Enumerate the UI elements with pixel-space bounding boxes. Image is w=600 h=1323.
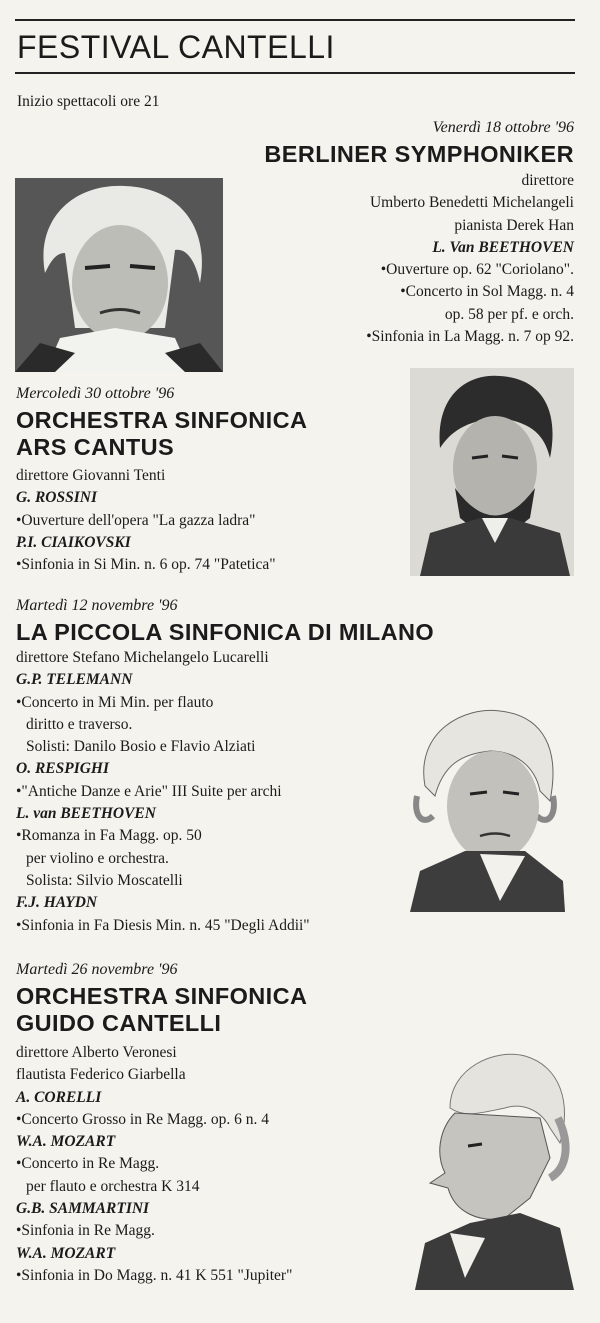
concert-date: Venerdì 18 ottobre '96 <box>432 119 574 136</box>
orchestra-name-line: ARS CANTUS <box>16 434 175 460</box>
top-rule <box>15 19 575 21</box>
work: •Ouverture dell'opera "La gazza ladra" <box>16 511 256 529</box>
soloist: pianista Derek Han <box>454 216 574 234</box>
orchestra-name: LA PICCOLA SINFONICA DI MILANO <box>16 619 435 645</box>
work: •Sinfonia in Si Min. n. 6 op. 74 "Patetica" <box>16 556 276 574</box>
concert-date: Martedì 12 novembre '96 <box>16 597 178 614</box>
mozart-portrait-icon <box>410 1048 574 1290</box>
composer: L. van BEETHOVEN <box>16 805 156 823</box>
work: •Ouverture op. 62 "Coriolano". <box>380 261 574 279</box>
orchestra-name <box>16 407 307 461</box>
work-continued: diritto e traverso. <box>26 715 133 733</box>
composer: L. Van BEETHOVEN <box>432 238 574 256</box>
concert-date: Mercoledì 30 ottobre '96 <box>16 385 175 402</box>
work-continued: per flauto e orchestra K 314 <box>26 1177 200 1195</box>
page-title: FESTIVAL CANTELLI <box>17 29 335 65</box>
work: •Sinfonia in Fa Diesis Min. n. 45 "Degli Addii" <box>16 916 310 934</box>
program-block <box>16 647 310 937</box>
composer: G.P. TELEMANN <box>16 671 133 689</box>
work: •"Antiche Danze e Arie" III Suite per archi <box>16 782 282 800</box>
work: •Romanza in Fa Magg. op. 50 <box>16 827 202 845</box>
work: •Concerto in Sol Magg. n. 4 <box>400 283 574 301</box>
orchestra-name-line: ORCHESTRA SINFONICA <box>16 983 308 1009</box>
conductor-label: direttore <box>521 172 574 189</box>
orchestra-name: BERLINER SYMPHONIKER <box>264 141 574 167</box>
composer: A. CORELLI <box>16 1088 102 1106</box>
composer: F.J. HAYDN <box>16 894 98 912</box>
work: •Concerto Grosso in Re Magg. op. 6 n. 4 <box>16 1110 269 1128</box>
soloists: Solisti: Danilo Bosio e Flavio Alziati <box>26 738 256 756</box>
orchestra-name-line: ORCHESTRA SINFONICA <box>16 407 308 433</box>
program-block <box>16 1042 292 1287</box>
program-block <box>16 465 276 576</box>
tchaikovsky-portrait-icon <box>410 368 574 576</box>
soloist: flautista Federico Giarbella <box>16 1066 186 1084</box>
program-block <box>366 170 574 348</box>
conductor: direttore Alberto Veronesi <box>16 1044 177 1061</box>
title-rule <box>15 72 575 74</box>
work: •Sinfonia in Re Magg. <box>16 1222 155 1240</box>
work: •Concerto in Mi Min. per flauto <box>16 693 214 711</box>
beethoven-portrait-icon <box>15 178 223 372</box>
orchestra-name-line: GUIDO CANTELLI <box>16 1010 222 1036</box>
composer: W.A. MOZART <box>16 1244 116 1262</box>
work: •Sinfonia in La Magg. n. 7 op 92. <box>366 328 574 346</box>
work-continued: per violino e orchestra. <box>26 849 169 867</box>
composer: W.A. MOZART <box>16 1133 116 1151</box>
composer: G.B. SAMMARTINI <box>16 1200 150 1218</box>
work: •Sinfonia in Do Magg. n. 41 K 551 "Jupiter" <box>16 1266 293 1284</box>
work-continued: op. 58 per pf. e orch. <box>444 305 574 323</box>
conductor: direttore Giovanni Tenti <box>16 467 166 484</box>
soloist: Solista: Silvio Moscatelli <box>26 871 183 889</box>
work: •Concerto in Re Magg. <box>16 1155 160 1173</box>
start-time-note: Inizio spettacoli ore 21 <box>17 93 160 110</box>
concert-date: Martedì 26 novembre '96 <box>16 961 178 978</box>
conductor-name: Umberto Benedetti Michelangeli <box>369 194 574 212</box>
haydn-portrait-icon <box>405 706 570 912</box>
composer: O. RESPIGHI <box>16 760 110 778</box>
orchestra-name <box>16 983 307 1037</box>
conductor: direttore Stefano Michelangelo Lucarelli <box>16 649 269 666</box>
composer: P.I. CIAIKOVSKI <box>16 533 131 551</box>
composer: G. ROSSINI <box>16 489 97 507</box>
